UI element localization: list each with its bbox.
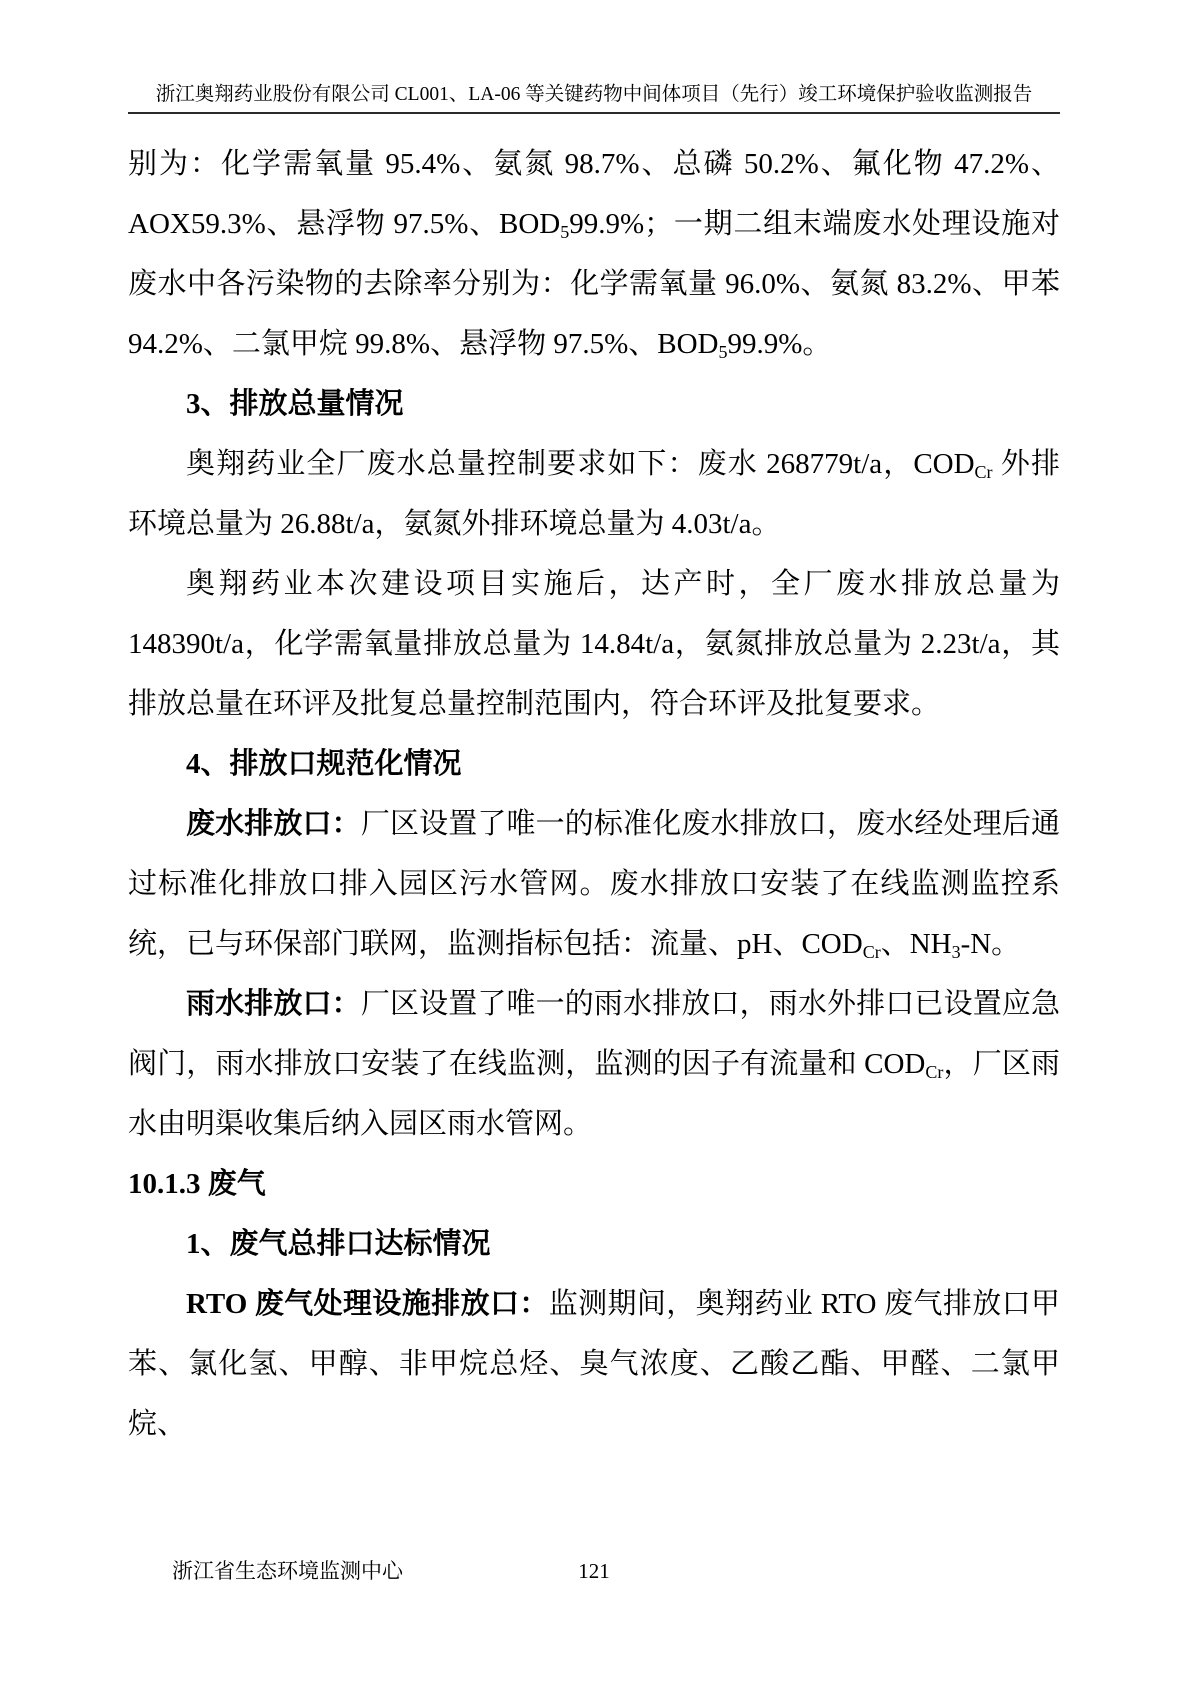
text-run: 监测期间，奥翔药业 RTO 废气排放口甲苯、氯化氢、甲醇、非甲烷总烃、臭气浓度、乙酸乙酯、甲醛、二氯甲烷、 [128, 1288, 1060, 1440]
paragraph-removal-rates [128, 134, 1060, 374]
subscript-run: 5 [718, 342, 728, 362]
subscript-run: Cr [925, 1062, 944, 1082]
text-run: 、NH [880, 928, 952, 960]
subscript-run: Cr [974, 462, 993, 482]
bold-lead-run: 废水排放口： [186, 808, 361, 840]
bold-lead-run: RTO 废气处理设施排放口： [186, 1288, 549, 1320]
text-run: 厂区设置了唯一的雨水排放口，雨水外排口已设置应急阀门，雨水排放口安装了在线监测，监测的因子有流量和 COD [128, 988, 1060, 1080]
report-title: 浙江奥翔药业股份有限公司 CL001、LA-06 等关键药物中间体项目（先行）竣工环境保护验收监测报告 [155, 84, 1033, 105]
paragraph-rainwater-outlet [128, 974, 1060, 1154]
text-run: 别为：化学需氧量 95.4%、氨氮 98.7%、总磷 50.2%、氟化物 47.2%、AOX59.3%、悬浮物 97.5%、BOD [128, 148, 1060, 240]
heading-waste-gas-outlet: 1、废气总排口达标情况 [186, 1228, 491, 1260]
paragraph-after-construction [128, 554, 1060, 734]
footer-organization: 浙江省生态环境监测中心 [172, 1559, 403, 1583]
heading-discharge-total: 3、排放总量情况 [186, 388, 404, 420]
heading-waste-gas-section: 10.1.3 废气 [128, 1168, 266, 1200]
text-run: ，厂区雨水由明渠收集后纳入园区雨水管网。 [128, 1048, 1060, 1140]
page-header [128, 0, 1060, 114]
subscript-run: 5 [560, 222, 570, 242]
paragraph-wastewater-outlet [128, 794, 1060, 974]
text-run: -N。 [960, 928, 1021, 960]
text-run: 厂区设置了唯一的标准化废水排放口，废水经处理后通过标准化排放口排入园区污水管网。废水排放口安装了在线监测监控系统，已与环保部门联网，监测指标包括：流量、pH、COD [128, 808, 1060, 960]
subscript-run: Cr [862, 942, 881, 962]
page-number: 121 [578, 1559, 610, 1583]
text-run: 99.9%。 [727, 328, 832, 360]
bold-lead-run: 雨水排放口： [186, 988, 361, 1020]
heading-outlet-standardization: 4、排放口规范化情况 [186, 748, 462, 780]
paragraph-rto-outlet [128, 1274, 1060, 1454]
text-run: 奥翔药业本次建设项目实施后，达产时，全厂废水排放总量为 148390t/a，化学需氧量排放总量为 14.84t/a，氨氮排放总量为 2.23t/a，其排放总量在环评及批复总量控制范围内，符合环评及批复要求。 [128, 568, 1060, 720]
paragraph-total-control [128, 434, 1060, 554]
text-run: 奥翔药业全厂废水总量控制要求如下：废水 268779t/a，COD [186, 448, 975, 480]
header-rule [128, 112, 1060, 114]
text-run: 外排环境总量为 26.88t/a，氨氮外排环境总量为 4.03t/a。 [128, 448, 1060, 540]
text-run: 99.9%；一期二组末端废水处理设施对废水中各污染物的去除率分别为：化学需氧量 96.0%、氨氮 83.2%、甲苯 94.2%、二氯甲烷 99.8%、悬浮物 97.5%、BOD [128, 208, 1060, 360]
document-body [128, 134, 1060, 1454]
subscript-run: 3 [951, 942, 961, 962]
